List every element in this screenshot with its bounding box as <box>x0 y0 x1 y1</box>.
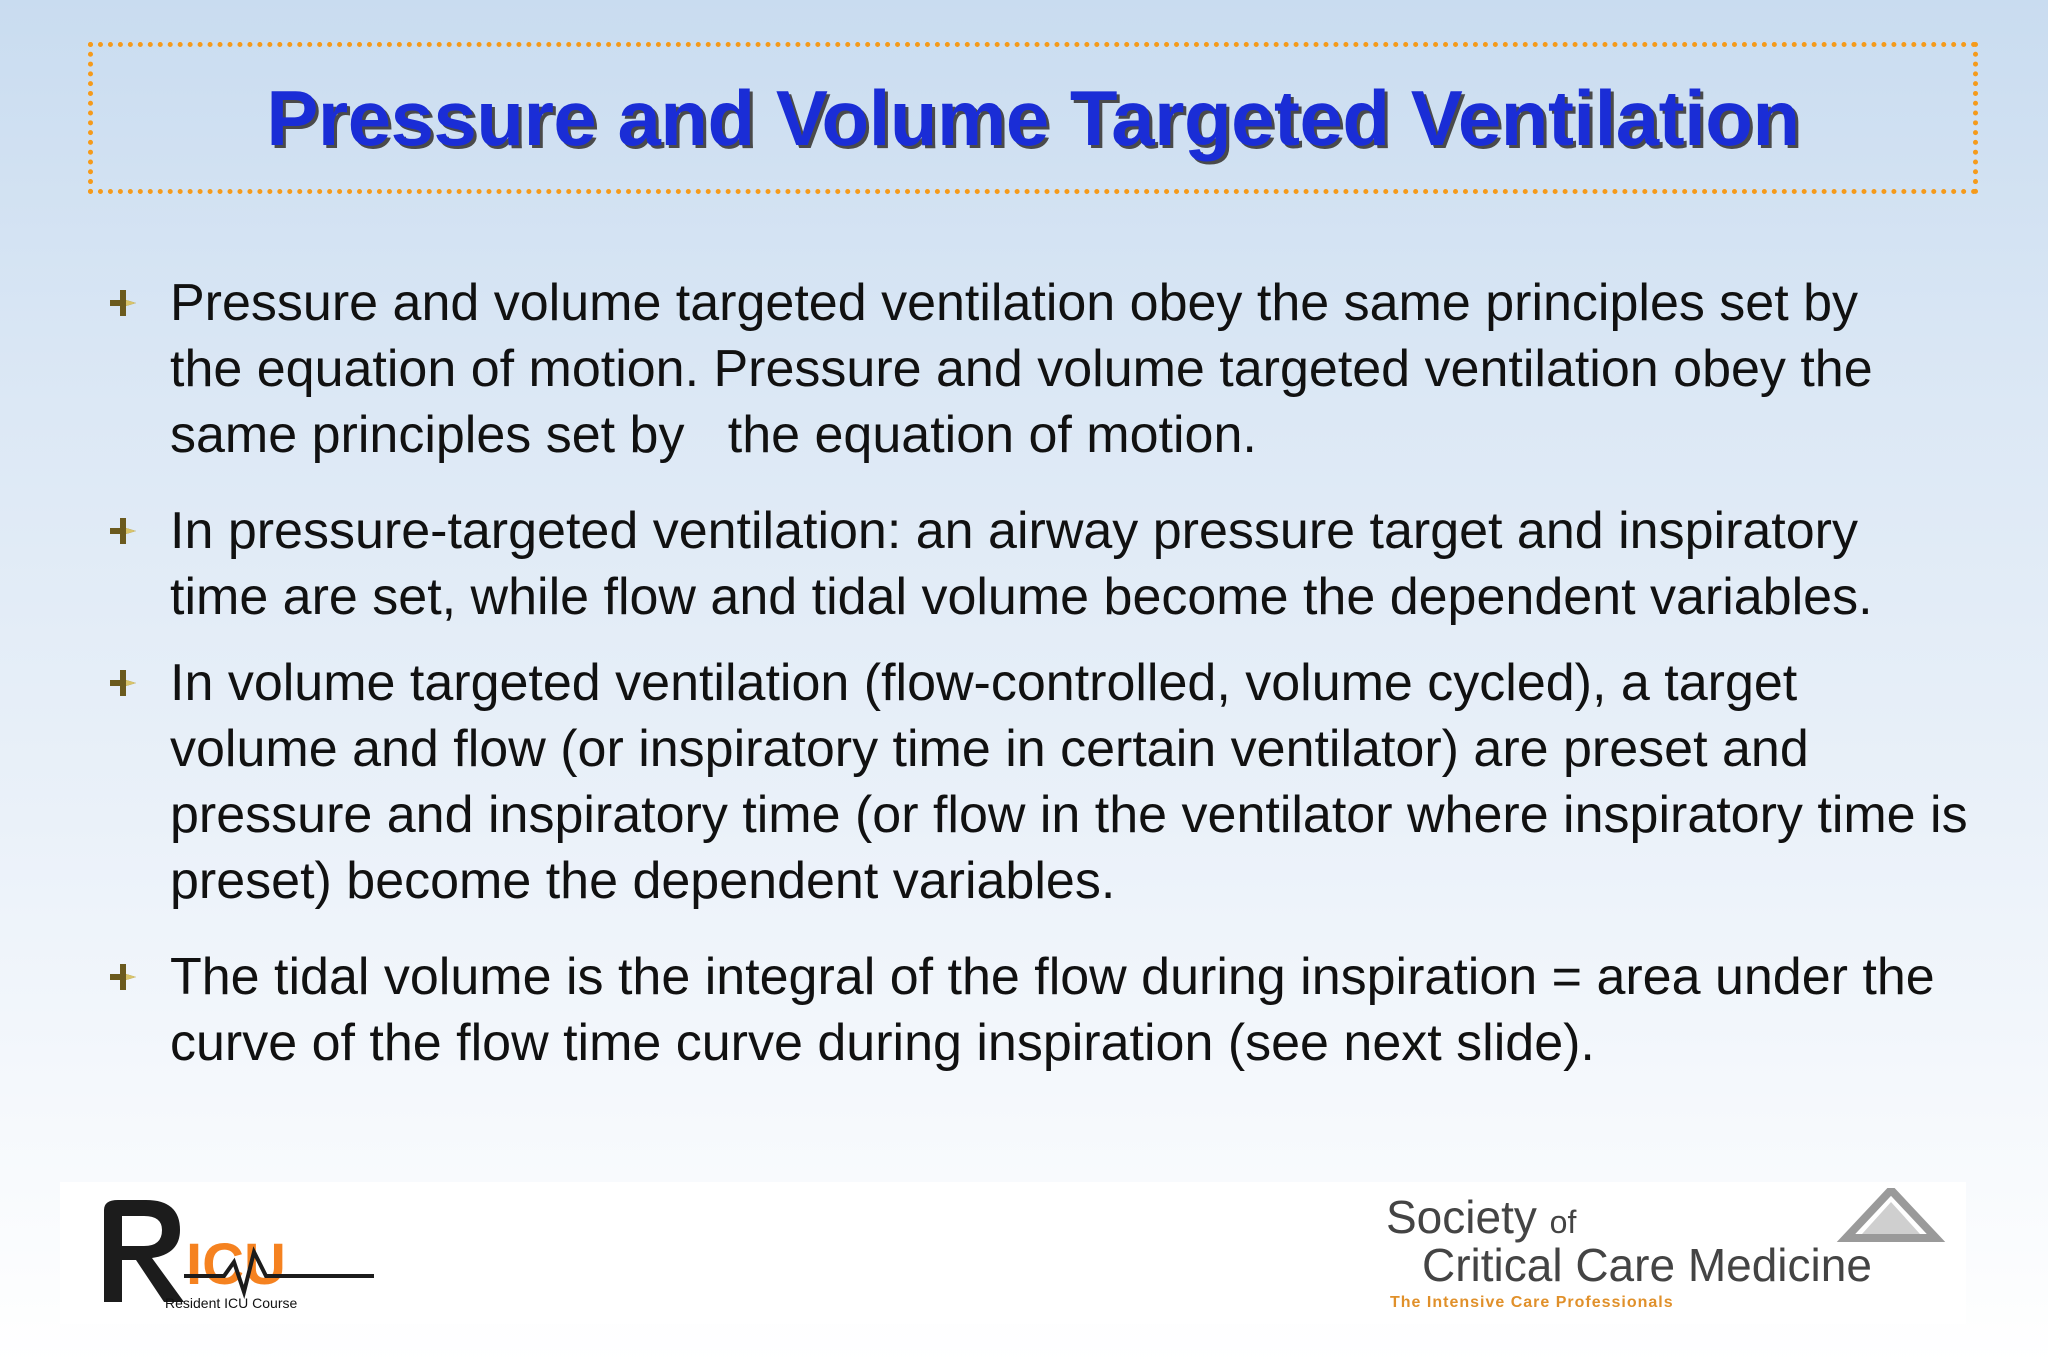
bullet-item <box>110 270 1970 468</box>
bullet-item <box>110 944 1970 1076</box>
bullet-text: Pressure and volume targeted ventilation obey the same principles set by the equation of motion. Pressure and volume targeted ventilation obey the same principles set by the equation of motion. <box>170 274 1902 464</box>
bullet-item <box>110 498 1970 630</box>
bullet-text: The tidal volume is the integral of the flow during inspiration = area under the curve of the flow time curve during inspiration (see next slide). <box>170 948 1935 1072</box>
sccm-triangle-icon <box>1836 1188 1946 1248</box>
sccm-tagline: The Intensive Care Professionals <box>1390 1294 1674 1311</box>
ricu-subtitle: Resident ICU Course <box>165 1295 298 1311</box>
sccm-society-word: Society <box>1386 1191 1537 1243</box>
svg-text:ICU: ICU <box>186 1232 286 1297</box>
bullet-list <box>110 270 1970 1076</box>
footer-logo-bar <box>60 1182 1966 1324</box>
arrow-bullet-icon <box>110 518 138 546</box>
bullet-text: In pressure-targeted ventilation: an airway pressure target and inspiratory time are set, while flow and tidal volume become the dependent variables. <box>170 502 1873 626</box>
arrow-bullet-icon <box>110 290 138 318</box>
arrow-bullet-icon <box>110 670 138 698</box>
sccm-line2: Critical Care Medicine <box>1422 1239 1872 1291</box>
arrow-bullet-icon <box>110 964 138 992</box>
title-box <box>88 42 1978 194</box>
bullet-item <box>110 650 1970 914</box>
sccm-line1 <box>1386 1190 1576 1244</box>
sccm-of-word: of <box>1549 1204 1577 1240</box>
slide-title: Pressure and Volume Targeted Ventilation <box>266 73 1800 162</box>
sccm-logo <box>1386 1188 1946 1320</box>
bullet-text: In volume targeted ventilation (flow-controlled, volume cycled), a target volume and flow (or inspiratory time in certain ventilator) are preset and pressure and inspiratory time (or flow in the ventilator where inspiratory time is preset) become the dependent variables. <box>170 654 1968 910</box>
